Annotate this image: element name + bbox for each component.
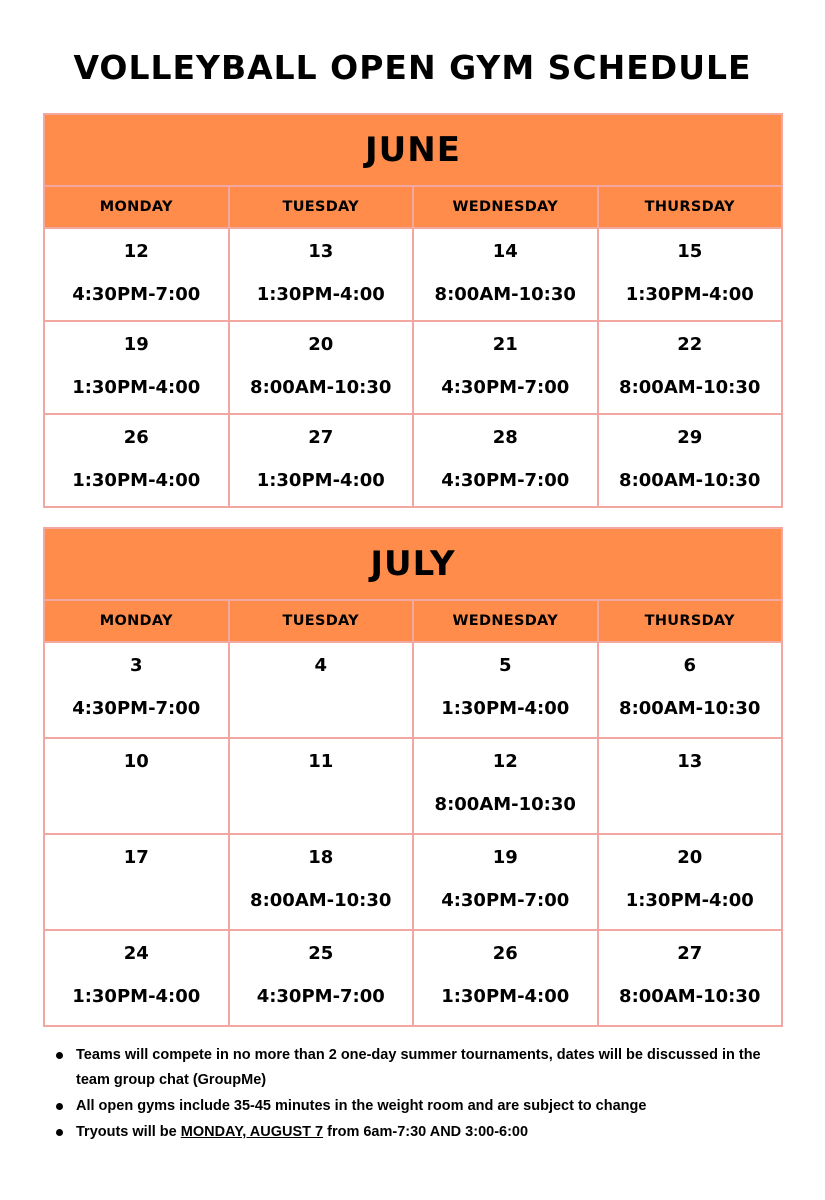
- july-day-cell: [229, 834, 414, 930]
- july-day-cell: [598, 642, 783, 738]
- june-month-header: JUNE: [44, 114, 782, 186]
- date: 29: [677, 427, 703, 448]
- date: 4: [314, 655, 328, 676]
- july-schedule-table: [43, 527, 783, 1027]
- date: 20: [308, 334, 334, 355]
- date: 24: [123, 943, 149, 964]
- june-day-cell: [598, 321, 783, 414]
- note-weight-room: All open gyms include 35-45 minutes in the weight room and are subject to change: [54, 1094, 774, 1119]
- time-slot: 1:30PM-4:00: [72, 986, 201, 1007]
- june-day-cell: [44, 228, 229, 321]
- date: 26: [492, 943, 518, 964]
- june-day-cell: [44, 321, 229, 414]
- june-schedule-table: [43, 113, 783, 508]
- june-day-cell: [413, 228, 598, 321]
- time-slot: 8:00AM-10:30: [619, 470, 761, 491]
- time-slot: 1:30PM-4:00: [256, 470, 385, 491]
- time-slot: 8:00AM-10:30: [250, 890, 392, 911]
- date: 21: [492, 334, 518, 355]
- july-week-row: [44, 738, 782, 834]
- date: 11: [308, 751, 334, 772]
- date: 15: [677, 241, 703, 262]
- time-slot: 4:30PM-7:00: [441, 470, 570, 491]
- july-day-cell: [44, 642, 229, 738]
- time-slot: 4:30PM-7:00: [72, 284, 201, 305]
- july-week-row: [44, 642, 782, 738]
- july-day-cell: [229, 930, 414, 1026]
- time-slot: 8:00AM-10:30: [250, 377, 392, 398]
- june-day-cell: [413, 321, 598, 414]
- july-day-cell: [413, 642, 598, 738]
- july-week-row: [44, 930, 782, 1026]
- june-day-cell: [413, 414, 598, 507]
- date: 13: [308, 241, 334, 262]
- july-day-cell: [598, 738, 783, 834]
- date: 26: [123, 427, 149, 448]
- june-day-cell: [598, 228, 783, 321]
- date: 12: [123, 241, 149, 262]
- june-week-row: [44, 228, 782, 321]
- time-slot: 1:30PM-4:00: [625, 890, 754, 911]
- time-slot: 8:00AM-10:30: [619, 698, 761, 719]
- july-day-tuesday: TUESDAY: [229, 600, 414, 642]
- july-day-thursday: THURSDAY: [598, 600, 783, 642]
- time-slot: 1:30PM-4:00: [625, 284, 754, 305]
- time-slot: 4:30PM-7:00: [256, 986, 385, 1007]
- june-day-cell: [44, 414, 229, 507]
- july-month-header: JULY: [44, 528, 782, 600]
- time-slot: 1:30PM-4:00: [72, 377, 201, 398]
- date: 22: [677, 334, 703, 355]
- time-slot: 1:30PM-4:00: [441, 986, 570, 1007]
- date: 28: [492, 427, 518, 448]
- date: 27: [308, 427, 334, 448]
- date: 13: [677, 751, 703, 772]
- time-slot: 8:00AM-10:30: [619, 986, 761, 1007]
- time-slot: 1:30PM-4:00: [72, 470, 201, 491]
- july-week-row: [44, 834, 782, 930]
- date: 18: [308, 847, 334, 868]
- july-day-cell: [44, 738, 229, 834]
- july-day-cell: [229, 642, 414, 738]
- july-day-cell: [229, 738, 414, 834]
- july-day-cell: [413, 834, 598, 930]
- time-slot: 1:30PM-4:00: [256, 284, 385, 305]
- june-day-cell: [229, 228, 414, 321]
- june-week-row: [44, 321, 782, 414]
- june-week-row: [44, 414, 782, 507]
- date: 3: [129, 655, 143, 676]
- july-day-monday: MONDAY: [44, 600, 229, 642]
- date: 19: [492, 847, 518, 868]
- july-day-cell: [598, 834, 783, 930]
- july-day-cell: [413, 738, 598, 834]
- page-title: VOLLEYBALL OPEN GYM SCHEDULE: [73, 48, 752, 87]
- june-day-cell: [598, 414, 783, 507]
- notes-list: [54, 1043, 774, 1146]
- june-day-monday: MONDAY: [44, 186, 229, 228]
- note-tournaments: Teams will compete in no more than 2 one-day summer tournaments, dates will be discussed in the team group chat (GroupMe): [54, 1043, 774, 1093]
- time-slot: 4:30PM-7:00: [72, 698, 201, 719]
- date: 27: [677, 943, 703, 964]
- july-day-cell: [44, 930, 229, 1026]
- date: 19: [123, 334, 149, 355]
- time-slot: 8:00AM-10:30: [434, 794, 576, 815]
- note-tryouts: [54, 1120, 774, 1145]
- tryouts-times: from 6am-7:30 AND 3:00-6:00: [323, 1124, 529, 1140]
- tryouts-prefix: Tryouts will be: [76, 1124, 181, 1140]
- time-slot: 8:00AM-10:30: [434, 284, 576, 305]
- date: 14: [492, 241, 518, 262]
- july-day-wednesday: WEDNESDAY: [413, 600, 598, 642]
- june-day-cell: [229, 414, 414, 507]
- tryouts-date: MONDAY, AUGUST 7: [180, 1124, 324, 1140]
- june-day-tuesday: TUESDAY: [229, 186, 414, 228]
- july-day-cell: [598, 930, 783, 1026]
- july-day-cell: [413, 930, 598, 1026]
- june-day-thursday: THURSDAY: [598, 186, 783, 228]
- time-slot: 4:30PM-7:00: [441, 890, 570, 911]
- date: 10: [123, 751, 149, 772]
- june-day-cell: [229, 321, 414, 414]
- time-slot: 1:30PM-4:00: [441, 698, 570, 719]
- date: 12: [492, 751, 518, 772]
- date: 17: [123, 847, 149, 868]
- date: 20: [677, 847, 703, 868]
- time-slot: 8:00AM-10:30: [619, 377, 761, 398]
- june-day-wednesday: WEDNESDAY: [413, 186, 598, 228]
- time-slot: 4:30PM-7:00: [441, 377, 570, 398]
- date: 25: [308, 943, 334, 964]
- date: 5: [498, 655, 512, 676]
- july-day-cell: [44, 834, 229, 930]
- date: 6: [683, 655, 697, 676]
